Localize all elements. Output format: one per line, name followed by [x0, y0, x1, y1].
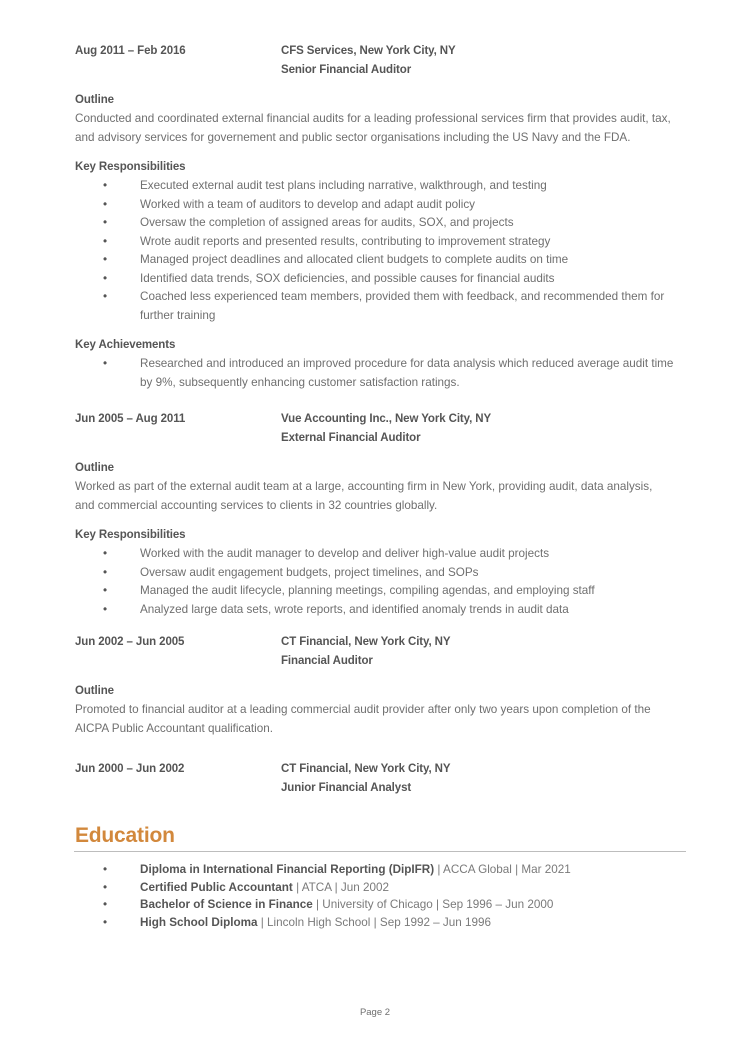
- education-section: [75, 824, 675, 931]
- job-header: [75, 760, 675, 798]
- outline-label: Outline: [75, 462, 114, 474]
- page-footer: [0, 1007, 750, 1018]
- bullet-icon: •: [103, 584, 108, 597]
- job-header: [75, 42, 675, 80]
- bullet-icon: •: [103, 863, 108, 876]
- job-header: [75, 633, 675, 671]
- list-item-text: Oversaw audit engagement budgets, project timelines, and SOPs: [140, 565, 479, 579]
- list-item: [75, 582, 675, 601]
- bullet-icon: •: [103, 602, 108, 616]
- page-title: Education: [75, 824, 175, 847]
- job-organization: [281, 633, 675, 671]
- section-spacer: [75, 738, 675, 760]
- list-item-text: Wrote audit reports and presented results, contributing to improvement strategy: [140, 234, 551, 248]
- section-spacer: [75, 619, 675, 633]
- job-organization: [281, 42, 675, 80]
- bullet-icon: •: [103, 880, 108, 894]
- list-item: [75, 601, 675, 620]
- bullet-icon: •: [103, 290, 108, 303]
- education-meta: | ACCA Global | Mar 2021: [434, 863, 571, 876]
- education-meta: | University of Chicago | Sep 1996 – Jun 2000: [312, 898, 554, 911]
- list-item-text: Managed the audit lifecycle, planning meetings, compiling agendas, and employing staff: [140, 584, 595, 597]
- list-item: [75, 270, 675, 289]
- job-company: CFS Services, New York City, NY: [281, 45, 456, 57]
- bullet-icon: •: [103, 216, 108, 229]
- list-item: [75, 251, 675, 270]
- job-title: Senior Financial Auditor: [281, 64, 412, 76]
- list-item: [75, 233, 675, 252]
- job-title: External Financial Auditor: [281, 432, 421, 444]
- job-title: Financial Auditor: [281, 655, 373, 667]
- job-dates: Jun 2002 – Jun 2005: [75, 636, 185, 648]
- experience-entry: [75, 42, 675, 392]
- job-header: [75, 410, 675, 448]
- page-content: [75, 42, 675, 931]
- list-item: [75, 196, 675, 215]
- list-item-text: Worked with the audit manager to develop and deliver high-value audit projects: [140, 547, 550, 560]
- job-organization: [281, 760, 675, 798]
- bullet-icon: •: [103, 197, 108, 211]
- experience-entry: [75, 760, 675, 798]
- achievements-list: [75, 355, 675, 392]
- bullet-icon: •: [103, 234, 108, 248]
- outline-text: Conducted and coordinated external financial audits for a leading professional services firm that provides audit, tax, and advisory services for governement and public sector organisations including the US Navy and the FDA.: [75, 112, 671, 144]
- list-item: [75, 214, 675, 233]
- education-list: [75, 861, 675, 931]
- responsibilities-label: Key Responsibilities: [75, 529, 186, 541]
- bullet-icon: •: [103, 898, 108, 911]
- experience-entry: [75, 410, 675, 619]
- list-item: [75, 177, 675, 196]
- list-item-text: Managed project deadlines and allocated client budgets to complete audits on time: [140, 253, 569, 266]
- bullet-icon: •: [103, 565, 108, 579]
- education-degree: Bachelor of Science in Finance: [140, 898, 313, 911]
- list-item: [75, 914, 675, 932]
- outline-label: Outline: [75, 94, 114, 106]
- list-item: [75, 861, 675, 879]
- list-item: [75, 564, 675, 583]
- job-company: CT Financial, New York City, NY: [281, 636, 451, 648]
- job-organization: [281, 410, 675, 448]
- education-meta: | ATCA | Jun 2002: [292, 880, 389, 894]
- education-meta: | Lincoln High School | Sep 1992 – Jun 1996: [257, 915, 492, 929]
- job-dates: Jun 2000 – Jun 2002: [75, 763, 185, 775]
- bullet-icon: •: [103, 915, 108, 929]
- bullet-icon: •: [103, 547, 108, 560]
- job-dates: Jun 2005 – Aug 2011: [75, 413, 186, 425]
- experience-entry: [75, 633, 675, 738]
- outline-text: Promoted to financial auditor at a leading commercial audit provider after only two years upon completion of the AICPA Public Accountant qualification.: [75, 703, 651, 735]
- list-item-text: Executed external audit test plans including narrative, walkthrough, and testing: [140, 179, 547, 192]
- education-degree: Certified Public Accountant: [140, 880, 293, 894]
- job-company: CT Financial, New York City, NY: [281, 763, 451, 775]
- bullet-icon: •: [103, 253, 108, 266]
- page-number: Page 2: [359, 1007, 391, 1018]
- responsibilities-list: [75, 545, 675, 619]
- bullet-icon: •: [103, 179, 108, 192]
- bullet-icon: •: [103, 357, 108, 370]
- outline-text: Worked as part of the external audit team at a large, accounting firm in New York, providing audit, data analysis, and commercial accounting services to clients in 32 countries globally.: [75, 480, 653, 512]
- list-item-text: Researched and introduced an improved procedure for data analysis which reduced average audit time by 9%, subsequently enhancing customer satisfaction ratings.: [140, 357, 674, 389]
- achievements-label: Key Achievements: [75, 339, 176, 351]
- education-degree: Diploma in International Financial Reporting (DipIFR): [140, 863, 435, 876]
- list-item-text: Analyzed large data sets, wrote reports, and identified anomaly trends in audit data: [140, 602, 569, 616]
- list-item-text: Identified data trends, SOX deficiencies, and possible causes for financial audits: [140, 271, 555, 285]
- bullet-icon: •: [103, 271, 108, 285]
- job-dates: Aug 2011 – Feb 2016: [75, 45, 186, 57]
- outline-label: Outline: [75, 685, 114, 697]
- list-item-text: Worked with a team of auditors to develop and adapt audit policy: [140, 197, 476, 211]
- responsibilities-list: [75, 177, 675, 325]
- list-item: [75, 545, 675, 564]
- list-item: [75, 896, 675, 914]
- responsibilities-label: Key Responsibilities: [75, 161, 186, 173]
- list-item: [75, 355, 675, 392]
- list-item-text: Coached less experienced team members, provided them with feedback, and recommended them for further training: [140, 290, 665, 322]
- list-item: [75, 879, 675, 897]
- list-item-text: Oversaw the completion of assigned areas for audits, SOX, and projects: [140, 216, 514, 229]
- job-company: Vue Accounting Inc., New York City, NY: [281, 413, 492, 425]
- section-divider: [74, 851, 686, 852]
- list-item: [75, 288, 675, 325]
- job-title: Junior Financial Analyst: [281, 782, 412, 794]
- section-spacer: [75, 392, 675, 410]
- education-degree: High School Diploma: [140, 915, 258, 929]
